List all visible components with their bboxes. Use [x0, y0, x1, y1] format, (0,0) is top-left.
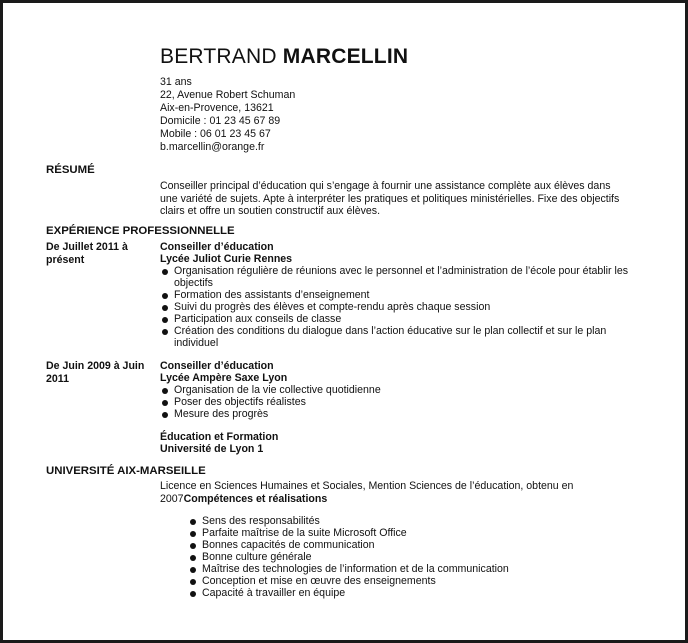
- job-2: [160, 360, 640, 420]
- skills-heading: Compétences et réalisations: [183, 492, 328, 505]
- job-1-employer: Lycée Juliot Curie Rennes: [160, 253, 293, 265]
- list-item: Sens des responsabilités: [188, 515, 608, 527]
- job-1: [160, 241, 650, 349]
- education-school: Université de Lyon 1: [160, 443, 264, 455]
- list-item: Conception et mise en œuvre des enseignements: [188, 575, 608, 587]
- education-heading: Éducation et Formation: [160, 431, 279, 443]
- job-2-employer: Lycée Ampère Saxe Lyon: [160, 372, 288, 384]
- job-1-role: Conseiller d’éducation: [160, 241, 274, 253]
- mobile-phone: Mobile : 06 01 23 45 67: [160, 128, 271, 140]
- skills-list: [188, 515, 608, 599]
- degree-text: Licence en Sciences Humaines et Sociales, Mention Sciences de l’éducation, obtenu en 2007: [160, 480, 574, 505]
- email: b.marcellin@orange.fr: [160, 141, 265, 153]
- address-line-2: Aix-en-Provence, 13621: [160, 102, 274, 114]
- list-item: Bonne culture générale: [188, 551, 608, 563]
- education-block: [160, 431, 278, 455]
- last-name: MARCELLIN: [282, 45, 409, 68]
- list-item: Mesure des progrès: [160, 408, 640, 420]
- job-1-dates: De Juillet 2011 à présent: [46, 241, 128, 266]
- age: 31 ans: [160, 76, 192, 88]
- job-2-role: Conseiller d’éducation: [160, 360, 274, 372]
- home-phone: Domicile : 01 23 45 67 89: [160, 115, 281, 127]
- list-item: Parfaite maîtrise de la suite Microsoft Office: [188, 527, 608, 539]
- list-item: Maîtrise des technologies de l’information et de la communication: [188, 563, 608, 575]
- job-1-tasks: [160, 265, 650, 349]
- address-line-1: 22, Avenue Robert Schuman: [160, 89, 296, 101]
- list-item: Participation aux conseils de classe: [160, 313, 650, 325]
- candidate-name: [160, 45, 408, 69]
- first-name: BERTRAND: [160, 45, 277, 68]
- list-item: Poser des objectifs réalistes: [160, 396, 640, 408]
- list-item: Organisation régulière de réunions avec le personnel et l’administration de l’école pour établir les objectifs: [160, 265, 650, 289]
- list-item: Suivi du progrès des élèves et compte-rendu après chaque session: [160, 301, 650, 313]
- experience-title: EXPÉRIENCE PROFESSIONNELLE: [46, 225, 235, 237]
- list-item: Organisation de la vie collective quotidienne: [160, 384, 640, 396]
- list-item: Création des conditions du dialogue dans l’action éducative sur le plan collectif et sur le plan individuel: [160, 325, 650, 349]
- degree-paragraph: [160, 480, 640, 505]
- list-item: Capacité à travailler en équipe: [188, 587, 608, 599]
- summary-text: Conseiller principal d’éducation qui s’engage à fournir une assistance complète aux élèves dans une variété de sujets. Apte à interpréter les pratiques et politiques ministérielles. Fixe des objectifs clairs et offre un soutien constructif aux élèves.: [160, 180, 620, 218]
- summary-title: RÉSUMÉ: [46, 164, 95, 176]
- job-2-dates: De Juin 2009 à Juin 2011: [46, 360, 145, 385]
- contact-block: [160, 76, 295, 154]
- university-title: UNIVERSITÉ AIX-MARSEILLE: [46, 465, 206, 477]
- list-item: Formation des assistants d’enseignement: [160, 289, 650, 301]
- list-item: Bonnes capacités de communication: [188, 539, 608, 551]
- job-2-tasks: [160, 384, 640, 420]
